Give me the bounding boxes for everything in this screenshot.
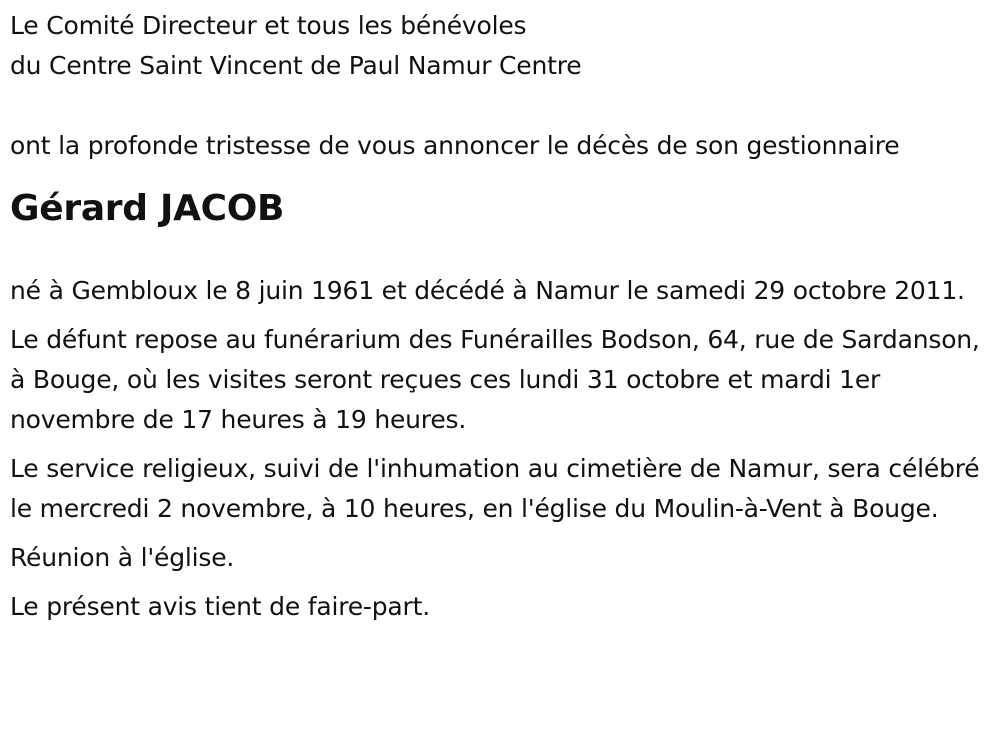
notice-intro (10, 6, 995, 166)
gathering-paragraph: Réunion à l'église. (10, 543, 235, 572)
deceased-name: Gérard JACOB (10, 188, 285, 229)
closing-paragraph: Le présent avis tient de faire-part. (10, 592, 430, 621)
birth-death-paragraph: né à Gembloux le 8 juin 1961 et décédé à Namur le samedi 29 octobre 2011. (10, 276, 965, 305)
visitation-paragraph: Le défunt repose au funérarium des Funérailles Bodson, 64, rue de Sardanson, à Bouge, où les visites seront reçues ces lundi 31 octobre et mardi 1er novembre de 17 heures à 19 heures. (10, 325, 980, 434)
intro-line-committee: Le Comité Directeur et tous les bénévoles (10, 11, 527, 40)
intro-line-centre: du Centre Saint Vincent de Paul Namur Centre (10, 51, 582, 80)
announcement-text: ont la profonde tristesse de vous annoncer le décès de son gestionnaire (10, 131, 900, 160)
service-paragraph: Le service religieux, suivi de l'inhumation au cimetière de Namur, sera célébré le mercredi 2 novembre, à 10 heures, en l'église du Moulin-à-Vent à Bouge. (10, 454, 980, 523)
death-notice (10, 6, 995, 636)
notice-body (10, 271, 995, 627)
